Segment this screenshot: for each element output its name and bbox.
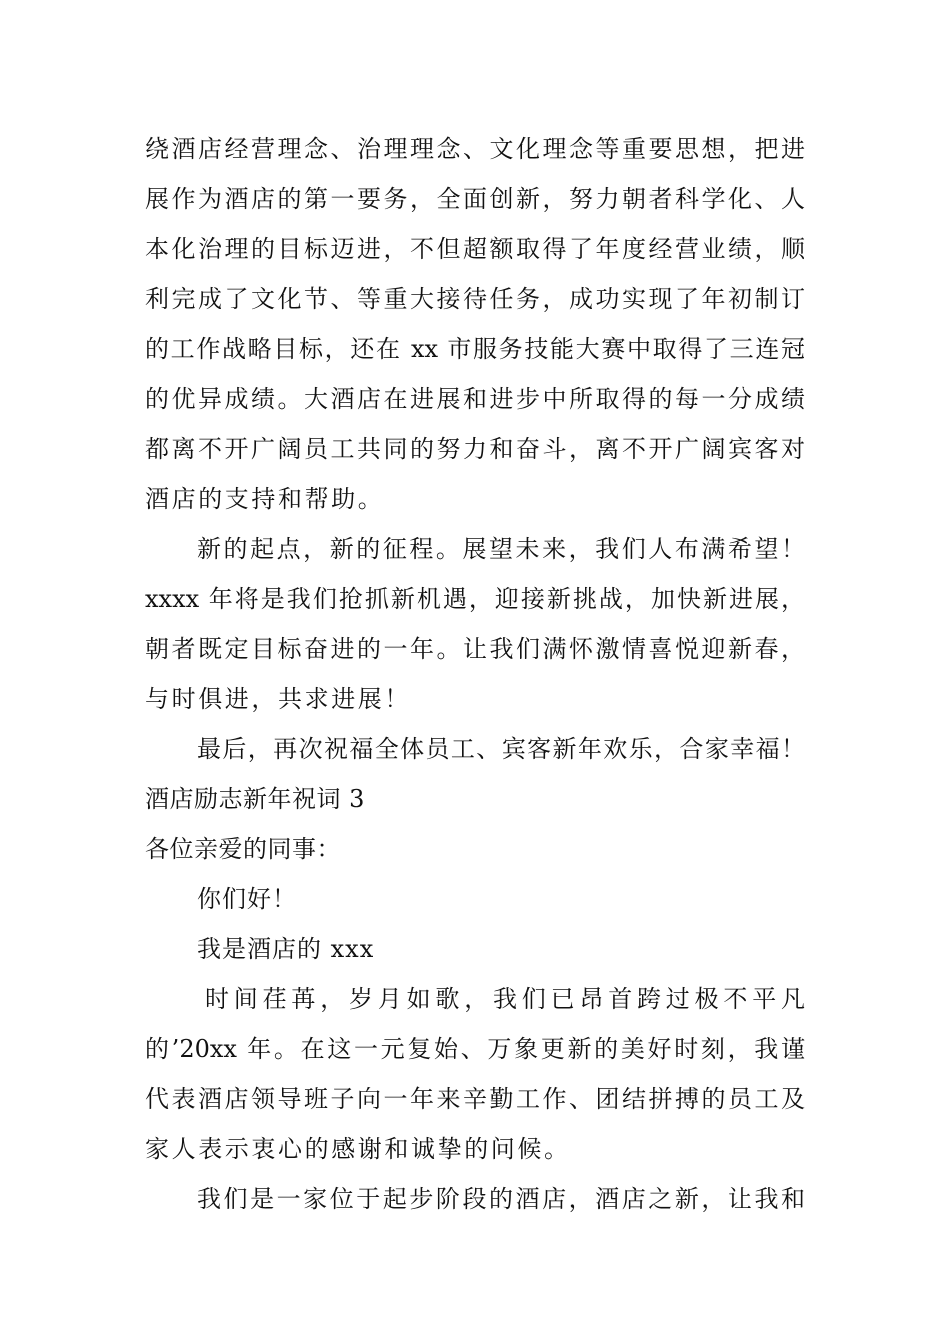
intro-line: 我是酒店的 xxx [197, 935, 375, 963]
paragraph-line: 的优异成绩。大酒店在进展和进步中所取得的每一分成绩 [145, 385, 805, 413]
paragraph-line: 本化治理的目标迈进，不但超额取得了年度经营业绩，顺 [145, 235, 805, 263]
paragraph-line: 的工作战略目标，还在 xx 市服务技能大赛中取得了三连冠 [145, 335, 805, 363]
paragraph-line: 展作为酒店的第一要务，全面创新，努力朝者科学化、人 [145, 185, 805, 213]
paragraph-line: 酒店的支持和帮助。 [145, 485, 385, 513]
paragraph-line: 都离不开广阔员工共同的努力和奋斗，离不开广阔宾客对 [145, 435, 805, 463]
paragraph-line: 我们是一家位于起步阶段的酒店，酒店之新，让我和 [197, 1185, 805, 1213]
paragraph-line: 代表酒店领导班子向一年来辛勤工作、团结拼搏的员工及 [145, 1085, 805, 1113]
paragraph-line: 绕酒店经营理念、治理理念、文化理念等重要思想，把进 [145, 135, 805, 163]
paragraph-line: 时间荏苒，岁月如歌，我们已昂首跨过极不平凡 [205, 985, 805, 1013]
section-heading: 酒店励志新年祝词 3 [145, 785, 365, 813]
paragraph-line: 的’20xx 年。在这一元复始、万象更新的美好时刻，我谨 [145, 1035, 805, 1063]
paragraph-line: 朝者既定目标奋进的一年。让我们满怀激情喜悦迎新春， [145, 635, 805, 663]
paragraph-line: 最后，再次祝福全体员工、宾客新年欢乐，合家幸福！ [197, 735, 805, 763]
paragraph-line: 家人表示衷心的感谢和诚挚的问候。 [145, 1135, 571, 1163]
paragraph-line: xxxx 年将是我们抢抓新机遇，迎接新挑战，加快新进展， [145, 585, 805, 613]
salutation: 各位亲爱的同事： [145, 835, 341, 863]
greeting: 你们好！ [197, 885, 297, 913]
paragraph-line: 新的起点，新的征程。展望未来，我们人布满希望！ [197, 535, 805, 563]
paragraph-line: 利完成了文化节、等重大接待任务，成功实现了年初制订 [145, 285, 805, 313]
paragraph-line: 与时俱进，共求进展！ [145, 685, 411, 713]
